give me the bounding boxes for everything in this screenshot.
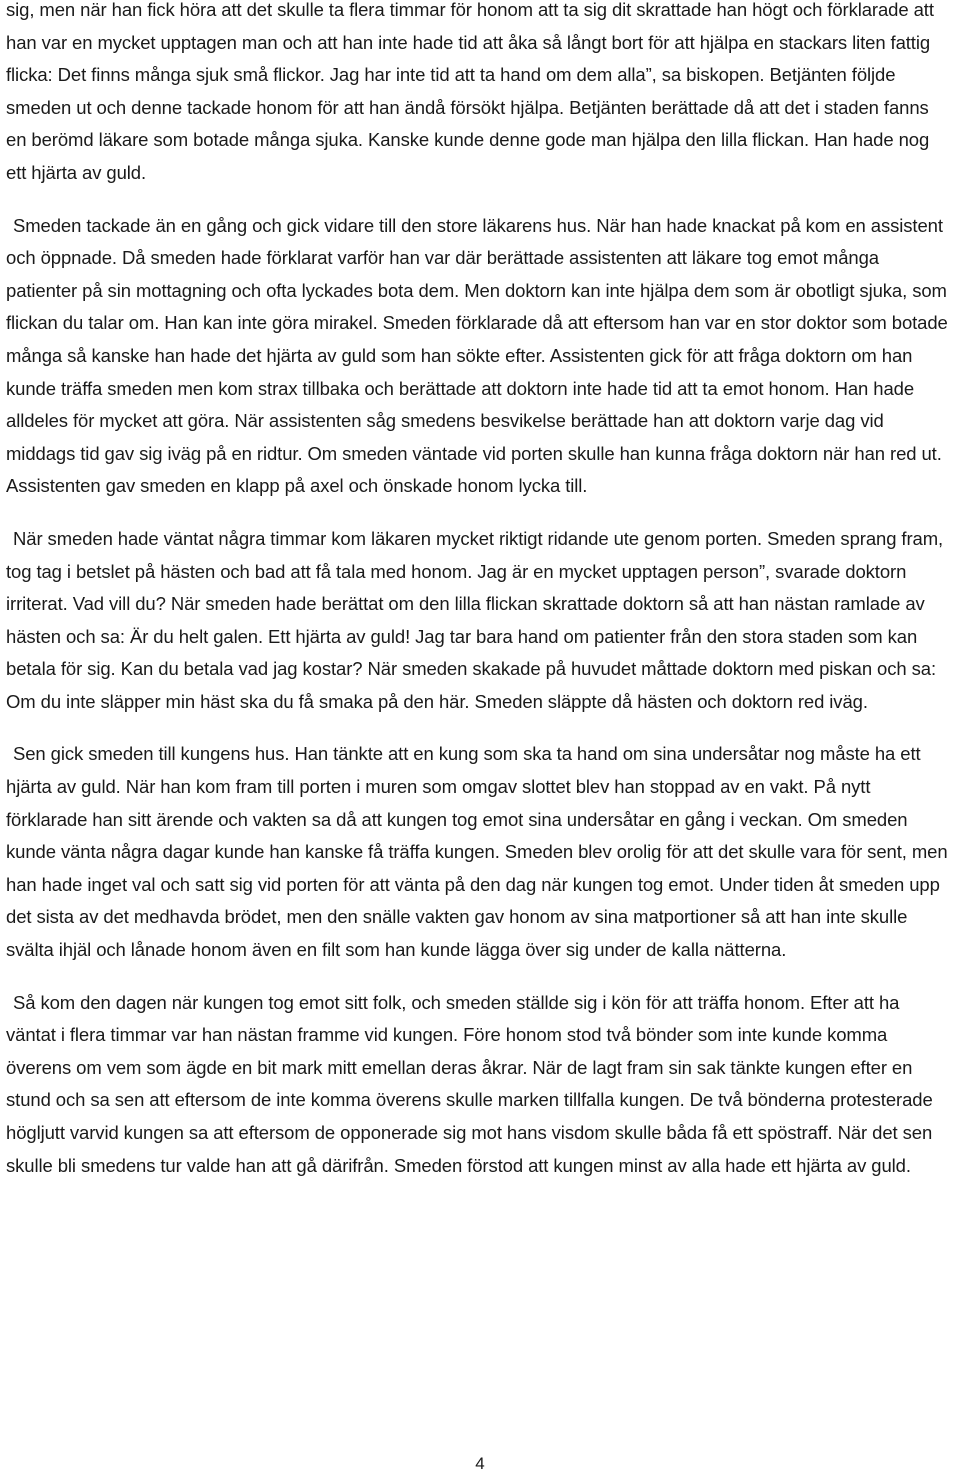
paragraph-continuation: sig, men när han fick höra att det skulle ta flera timmar för honom att ta sig dit skrattade han högt och förklarade att han var en mycket upptagen man och att han inte hade tid att åka så långt bort för att hjälpa en stackars liten fattig flicka: Det finns många sjuk små flickor. Jag har inte tid att ta hand om dem alla”, sa biskopen. Betjänten följde smeden ut och denne tackade honom för att han ändå försökt hjälpa. Betjänten berättade då att det i staden fanns en berömd läkare som botade många sjuka. Kanske kunde denne gode man hjälpa den lilla flickan. Han hade nog ett hjärta av guld.: [6, 0, 934, 183]
body-text: [6, 0, 954, 1182]
paragraph-king-audience: Så kom den dagen när kungen tog emot sitt folk, och smeden ställde sig i kön för att träffa honom. Efter att ha väntat i flera timmar var han nästan framme vid kungen. Före honom stod två bönder som inte kunde komma överens om vem som ägde en bit mark mitt emellan deras åkrar. När de lagt fram sin sak tänkte kungen efter en stund och sa sen att eftersom de inte komma överens skulle marken tillfalla kungen. De två bönderna protesterade högljutt varvid kungen sa att eftersom de opponerade sig mot hans visdom skulle båda få ett spöstraff. När det sen skulle bli smedens tur valde han att gå därifrån. Smeden förstod att kungen minst av alla hade ett hjärta av guld.: [6, 991, 933, 1176]
paragraph-doctor-visit: Smeden tackade än en gång och gick vidare till den store läkarens hus. När han hade knackat på kom en assistent och öppnade. Då smeden hade förklarat varför han var där berättade assistenten att läkare tog emot många patienter på sin mottagning och ofta lyckades bota dem. Men doktorn kan inte hjälpa dem som är obotligt sjuka, som flickan du talar om. Han kan inte göra mirakel. Smeden förklarade då att eftersom han var en stor doktor som botade många så kanske han hade det hjärta av guld som han sökte efter. Assistenten gick för att fråga doktorn om han kunde träffa smeden men kom strax tillbaka och berättade att doktorn inte hade tid att ta emot honom. Han hade alldeles för mycket att göra. När assistenten såg smedens besvikelse berättade han att doktorn varje dag vid middags tid gav sig iväg på en ridtur. Om smeden väntade vid porten skulle han kunna fråga doktorn när han red ut. Assistenten gav smeden en klapp på axel och önskade honom lycka till.: [6, 214, 948, 497]
paragraph-king-house: Sen gick smeden till kungens hus. Han tänkte att en kung som ska ta hand om sina undersåtar nog måste ha ett hjärta av guld. När han kom fram till porten i muren som omgav slottet blev han stoppad av en vakt. På nytt förklarade han sitt ärende och vakten sa då att kungen tog emot sina undersåtar en gång i veckan. Om smeden kunde vänta några dagar kunde han kanske få träffa kungen. Smeden blev orolig för att det skulle vara för sent, men han hade inget val och satt sig vid porten för att vänta på den dag när kungen tog emot. Under tiden åt smeden upp det sista av det medhavda brödet, men den snälle vakten gav honom av sina matportioner så att han inte skulle svälta ihjäl och lånade honom även en filt som han kunde lägga över sig under de kalla nätterna.: [6, 743, 948, 961]
paragraph-doctor-rides-out: När smeden hade väntat några timmar kom läkaren mycket riktigt ridande ute genom porten. Smeden sprang fram, tog tag i betslet på hästen och bad att få tala med honom. Jag är en mycket upptagen person”, svarade doktorn irriterat. Vad vill du? När smeden hade berättat om den lilla flickan skrattade doktorn så att han nästan ramlade av hästen och sa: Är du helt galen. Ett hjärta av guld! Jag tar bara hand om patienter från den stora staden som kan betala för sig. Kan du betala vad jag kostar? När smeden skakade på huvudet måttade doktorn med piskan och sa: Om du inte släpper min häst ska du få smaka på den här. Smeden släppte då hästen och doktorn red iväg.: [6, 527, 944, 712]
page-number: 4: [475, 1454, 485, 1473]
